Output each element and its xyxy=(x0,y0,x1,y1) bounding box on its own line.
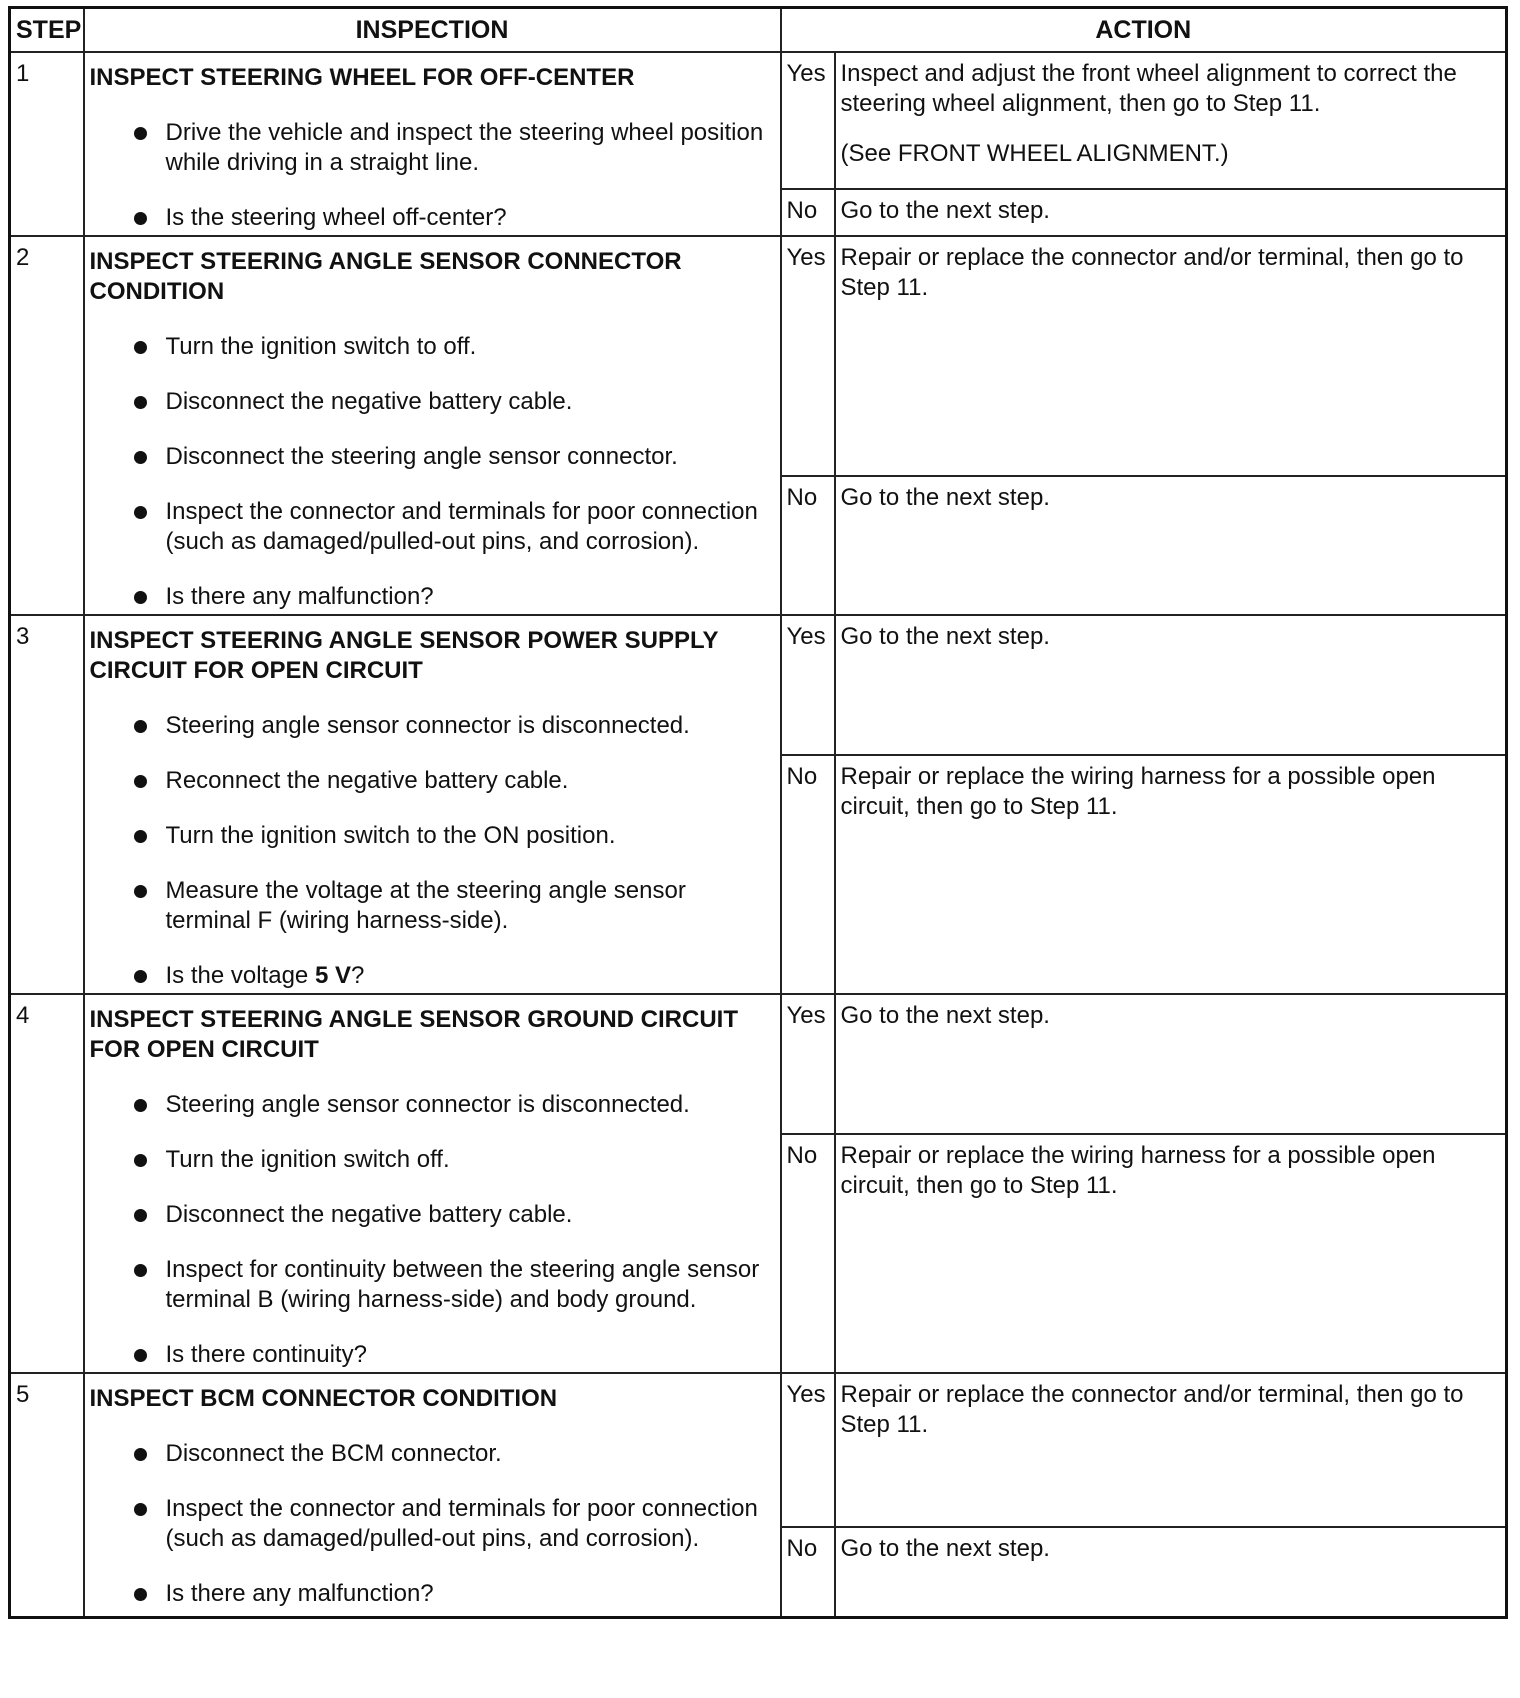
step-row-1-yes xyxy=(10,52,1507,189)
step-row-3-yes xyxy=(10,615,1507,755)
step-title: INSPECT STEERING WHEEL FOR OFF-CENTER xyxy=(89,64,635,91)
no-label: No xyxy=(781,1134,835,1373)
yes-label: Yes xyxy=(781,1373,835,1527)
inspection-bullet: Turn the ignition switch off. xyxy=(90,1145,775,1175)
inspection-header: INSPECTION xyxy=(84,8,781,53)
step-number: 3 xyxy=(10,615,84,994)
inspection-bullet: Is there any malfunction? xyxy=(90,1579,775,1609)
inspection-bullet: Steering angle sensor connector is disconnected. xyxy=(90,1090,775,1120)
inspection-bullet: Is the voltage 5 V? xyxy=(90,961,775,991)
step-title: INSPECT STEERING ANGLE SENSOR CONNECTOR CONDITION xyxy=(89,248,682,305)
inspection-bullets xyxy=(90,1439,775,1609)
yes-action xyxy=(835,52,1507,189)
diagnostic-procedure xyxy=(8,6,1505,1619)
inspection-bullets xyxy=(90,711,775,991)
step-row-4-yes xyxy=(10,994,1507,1134)
no-action xyxy=(835,476,1507,615)
inspection-cell xyxy=(84,1373,781,1617)
no-label: No xyxy=(781,1527,835,1617)
inspection-bullet: Measure the voltage at the steering angle sensor terminal F (wiring harness-side). xyxy=(90,876,775,936)
inspection-bullet: Inspect for continuity between the steering angle sensor terminal B (wiring harness-side) and body ground. xyxy=(90,1255,775,1315)
no-label: No xyxy=(781,476,835,615)
action-text: Repair or replace the connector and/or terminal, then go to Step 11. xyxy=(840,1381,1464,1438)
steps-body xyxy=(10,52,1507,1617)
yes-action xyxy=(835,236,1507,476)
yes-label: Yes xyxy=(781,994,835,1134)
yes-label: Yes xyxy=(781,236,835,476)
no-label: No xyxy=(781,189,835,236)
no-action xyxy=(835,1527,1507,1617)
inspection-bullet: Turn the ignition switch to the ON position. xyxy=(90,821,775,851)
inspection-bullet: Is there continuity? xyxy=(90,1340,775,1370)
inspection-bullet: Disconnect the negative battery cable. xyxy=(90,1200,775,1230)
action-text: Go to the next step. xyxy=(840,484,1050,512)
step-number: 4 xyxy=(10,994,84,1373)
inspection-bullet: Inspect the connector and terminals for poor connection (such as damaged/pulled-out pins, and corrosion). xyxy=(90,1494,775,1554)
inspection-bullet: Is there any malfunction? xyxy=(90,582,775,612)
inspection-bullet: Turn the ignition switch to off. xyxy=(90,332,775,362)
step-number: 5 xyxy=(10,1373,84,1617)
action-text: Go to the next step. xyxy=(840,1002,1050,1029)
no-action xyxy=(835,189,1507,236)
inspection-bullets xyxy=(90,118,775,233)
inspection-bullet: Is the steering wheel off-center? xyxy=(90,203,775,233)
step-row-2-yes xyxy=(10,236,1507,476)
no-label: No xyxy=(781,755,835,994)
inspection-bullet: Disconnect the BCM connector. xyxy=(90,1439,775,1469)
action-text: Repair or replace the connector and/or terminal, then go to Step 11. xyxy=(840,244,1464,301)
inspection-bullet: Drive the vehicle and inspect the steering wheel position while driving in a straight line. xyxy=(90,118,775,178)
action-text: Repair or replace the wiring harness for a possible open circuit, then go to Step 11. xyxy=(840,763,1436,821)
step-title: INSPECT STEERING ANGLE SENSOR GROUND CIRCUIT FOR OPEN CIRCUIT xyxy=(89,1006,738,1063)
inspection-bullet: Disconnect the steering angle sensor connector. xyxy=(90,442,775,472)
yes-label: Yes xyxy=(781,52,835,189)
action-header: ACTION xyxy=(781,8,1507,53)
step-number: 2 xyxy=(10,236,84,615)
no-action xyxy=(835,755,1507,994)
inspection-cell xyxy=(84,236,781,615)
step-row-5-yes xyxy=(10,1373,1507,1527)
yes-action xyxy=(835,1373,1507,1527)
inspection-bullet: Disconnect the negative battery cable. xyxy=(90,387,775,417)
inspection-bullets xyxy=(90,332,775,612)
action-text: Go to the next step. xyxy=(840,623,1050,650)
inspection-cell xyxy=(84,52,781,236)
inspection-bullet: Steering angle sensor connector is disconnected. xyxy=(90,711,775,741)
inspection-bullets xyxy=(90,1090,775,1370)
step-header: STEP xyxy=(10,8,84,53)
diagnostic-table xyxy=(8,6,1508,1619)
yes-action xyxy=(835,994,1507,1134)
step-number: 1 xyxy=(10,52,84,236)
yes-action xyxy=(835,615,1507,755)
no-action xyxy=(835,1134,1507,1373)
step-title: INSPECT STEERING ANGLE SENSOR POWER SUPPLY CIRCUIT FOR OPEN CIRCUIT xyxy=(89,627,719,684)
inspection-bullet: Reconnect the negative battery cable. xyxy=(90,766,775,796)
step-title: INSPECT BCM CONNECTOR CONDITION xyxy=(89,1385,558,1412)
action-text: Go to the next step. xyxy=(840,196,1050,224)
action-text: Inspect and adjust the front wheel alignment to correct the steering wheel alignment, then go to Step 11. xyxy=(840,60,1457,117)
inspection-bullet: Inspect the connector and terminals for poor connection (such as damaged/pulled-out pins, and corrosion). xyxy=(90,497,775,557)
action-text: Repair or replace the wiring harness for a possible open circuit, then go to Step 11. xyxy=(840,1141,1436,1199)
header-row xyxy=(10,8,1507,53)
inspection-cell xyxy=(84,615,781,994)
yes-label: Yes xyxy=(781,615,835,755)
action-text: (See FRONT WHEEL ALIGNMENT.) xyxy=(840,140,1229,167)
action-text: Go to the next step. xyxy=(840,1535,1050,1562)
inspection-cell xyxy=(84,994,781,1373)
